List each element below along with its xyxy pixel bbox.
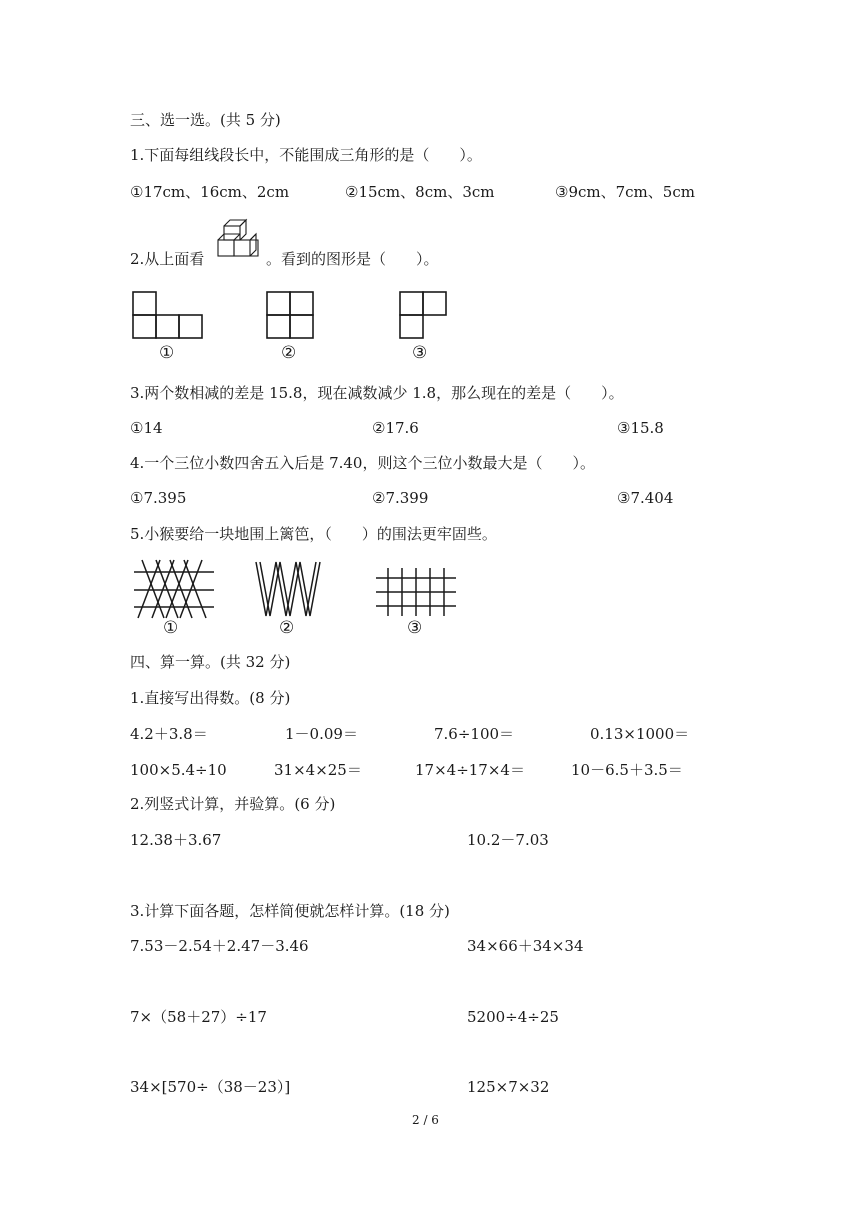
q5-figure-1-label: ① <box>163 618 179 638</box>
q2-figure-1-label: ① <box>159 343 175 363</box>
p2-title: 2.列竖式计算，并验算。(6 分) <box>130 795 336 813</box>
q2-figure-2 <box>264 290 320 340</box>
q1-text: 1.下面每组线段长中，不能围成三角形的是（ ）。 <box>130 146 482 164</box>
q4-text: 4.一个三位小数四舍五入后是 7.40，则这个三位小数最大是（ ）。 <box>130 454 595 472</box>
p1-r2-c3: 17×4÷17×4＝ <box>415 761 525 779</box>
q2-figure-3 <box>397 290 453 340</box>
p2-item-1: 12.38＋3.67 <box>130 831 222 849</box>
p1-r1-c1: 4.2＋3.8＝ <box>130 725 208 743</box>
q3-option-3: ③15.8 <box>617 419 664 437</box>
p1-r1-c3: 7.6÷100＝ <box>434 725 515 743</box>
p1-r2-c2: 31×4×25＝ <box>274 761 362 779</box>
p1-r2-c1: 100×5.4÷10 <box>130 761 227 779</box>
section-4-heading: 四、算一算。(共 32 分) <box>130 653 291 671</box>
section-3-heading: 三、选一选。(共 5 分) <box>130 111 281 129</box>
q5-figure-3-label: ③ <box>407 618 423 638</box>
page-number: 2 / 6 <box>412 1113 439 1127</box>
p2-item-2: 10.2－7.03 <box>467 831 549 849</box>
p3-title: 3.计算下面各题，怎样简便就怎样计算。(18 分) <box>130 902 450 920</box>
q5-text: 5.小猴要给一块地围上篱笆，（ ）的围法更牢固些。 <box>130 525 497 543</box>
q3-option-1: ①14 <box>130 419 163 437</box>
p3-item-3: 7×（58＋27）÷17 <box>130 1008 267 1026</box>
q4-option-3: ③7.404 <box>617 489 674 507</box>
q5-fence-figure-1 <box>132 558 216 620</box>
q2-figure-1 <box>130 290 210 340</box>
q1-option-1: ①17cm、16cm、2cm <box>130 183 290 201</box>
p1-r1-c2: 1－0.09＝ <box>285 725 358 743</box>
q2-text-before: 2.从上面看 <box>130 250 205 268</box>
cube-stack-figure <box>214 216 266 268</box>
q2-text-after: 。看到的图形是（ ）。 <box>266 250 439 268</box>
q3-option-2: ②17.6 <box>372 419 419 437</box>
p1-r1-c4: 0.13×1000＝ <box>590 725 690 743</box>
p1-title: 1.直接写出得数。(8 分) <box>130 689 291 707</box>
q4-option-2: ②7.399 <box>372 489 429 507</box>
q1-option-2: ②15cm、8cm、3cm <box>345 183 495 201</box>
p3-item-1: 7.53－2.54＋2.47－3.46 <box>130 937 309 955</box>
p3-item-4: 5200÷4÷25 <box>467 1008 559 1026</box>
p1-r2-c4: 10－6.5＋3.5＝ <box>571 761 683 779</box>
q5-fence-figure-2 <box>252 558 326 620</box>
q2-figure-3-label: ③ <box>412 343 428 363</box>
p3-item-5: 34×[570÷（38－23）] <box>130 1078 291 1096</box>
q4-option-1: ①7.395 <box>130 489 187 507</box>
q2-figure-2-label: ② <box>281 343 297 363</box>
p3-item-2: 34×66＋34×34 <box>467 937 584 955</box>
q3-text: 3.两个数相减的差是 15.8，现在减数减少 1.8，那么现在的差是（ ）。 <box>130 384 624 402</box>
q5-figure-2-label: ② <box>279 618 295 638</box>
q5-fence-figure-3 <box>374 566 458 618</box>
p3-item-6: 125×7×32 <box>467 1078 550 1096</box>
q1-option-3: ③9cm、7cm、5cm <box>555 183 695 201</box>
